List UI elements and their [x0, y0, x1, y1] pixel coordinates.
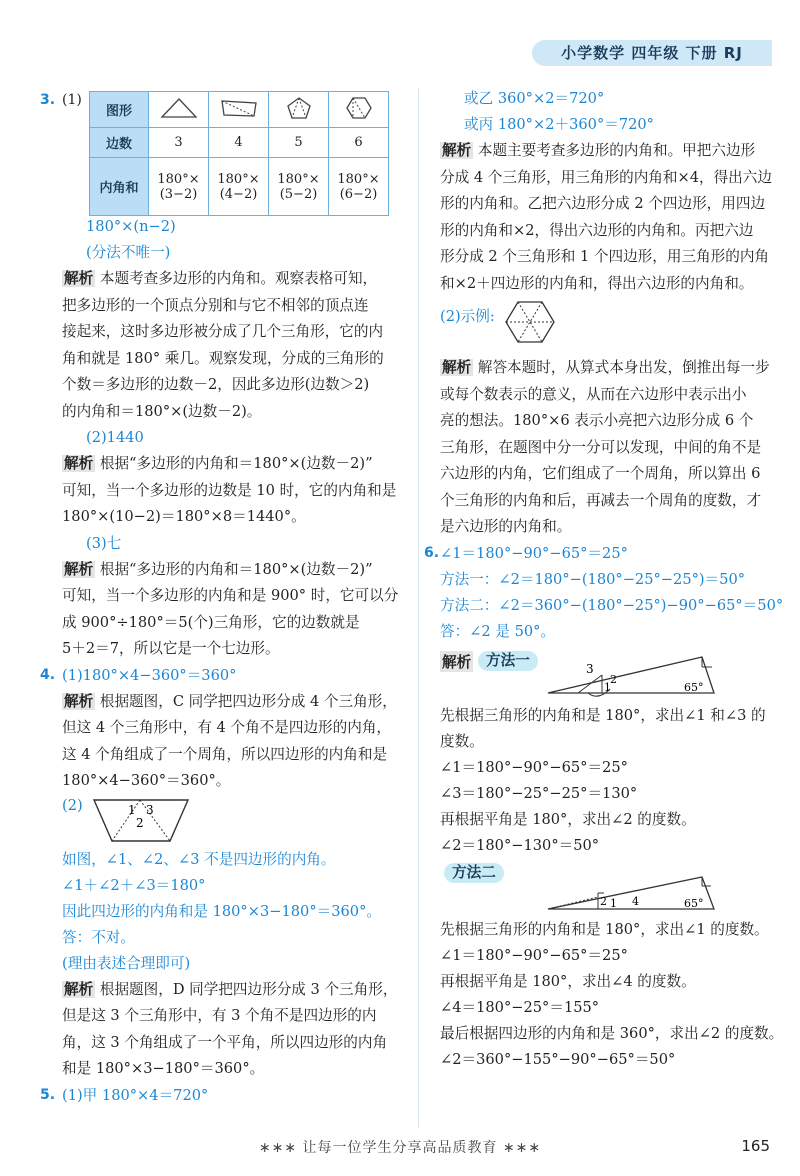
analysis-label: 解析: [64, 270, 94, 287]
method2-line: ∠1＝180°−90°−65°＝25°: [440, 946, 628, 964]
analysis-text: 和是 180°×3−180°＝360°。: [62, 1060, 265, 1077]
analysis-text: 5＋2＝7，所以它是一个七边形。: [62, 640, 280, 657]
fig-label: 4: [632, 894, 639, 908]
analysis-text: 是六边形的内角和。: [440, 518, 572, 535]
analysis-text: 根据“多边形的内角和＝180°×(边数－2)”: [99, 560, 373, 578]
method1-line: ∠1＝180°−90°−65°＝25°: [440, 758, 628, 776]
analysis-text: 个三角形的内角和后，再减去一个周角的度数，才: [440, 491, 762, 509]
angle-sum-bottom: (4−2): [219, 186, 258, 202]
method2-line: ∠4＝180°−25°＝155°: [440, 998, 600, 1016]
analysis-text: 根据题图，D 同学把四边形分成 3 个三角形，: [99, 980, 398, 998]
q3-formula: 180°×(n−2): [86, 218, 176, 235]
q4-sub2-row: [62, 795, 402, 847]
analysis-text: 这 4 个角组成了一个周角，所以四边形的内角和是: [62, 745, 388, 763]
angle-sum-top: 180°×: [217, 171, 260, 187]
analysis-text: 解答本题时，从算式本身出发，倒推出每一步: [477, 359, 770, 376]
analysis-text: 可知，当一个多边形的边数是 10 时，它的内角和是: [62, 481, 397, 499]
analysis-text: 或每个数表示的意义，从而在六边形中表示出小: [440, 385, 747, 403]
q4-answer-line: 答：不对。: [62, 928, 135, 946]
row-label-shape: 图形: [90, 92, 149, 128]
analysis-label: 解析: [64, 980, 94, 998]
hexagon-figure: [504, 299, 556, 345]
fig-label: 3: [146, 802, 154, 817]
angle-sum-cell: [149, 158, 209, 216]
right-column: [424, 86, 784, 1073]
q3-sub3: (3)七: [86, 534, 122, 552]
fig-label: 1: [610, 896, 617, 910]
angle-sum-bottom: (3−2): [159, 186, 198, 202]
analysis-text: 个数＝多边形的边数－2，因此多边形(边数＞2): [62, 376, 370, 393]
q3-number: 3.: [40, 92, 56, 108]
analysis-text: 根据题图，C 同学把四边形分成 4 个三角形，: [99, 692, 397, 710]
q3-sub2: (2)1440: [86, 429, 144, 446]
q4-block: [40, 663, 402, 689]
analysis-text: 的内角和＝180°×(边数－2)。: [62, 402, 262, 420]
q4-answer-line: 如图，∠1、∠2、∠3 不是四边形的内角。: [62, 850, 336, 868]
fig-label: 2: [136, 815, 144, 830]
q4-sub1: (1)180°×4−360°＝360°: [62, 666, 237, 684]
q6-line: 方法一：∠2＝180°−(180°−25°−25°)＝50°: [440, 570, 746, 588]
analysis-text: 六边形的内角，它们组成了一个周角，所以算出 6: [440, 465, 761, 482]
method2-line: 先根据三角形的内角和是 180°，求出∠1 的度数。: [440, 920, 769, 938]
q4-answer-line: 因此四边形的内角和是 180°×3−180°＝360°。: [62, 902, 381, 920]
q6-method1-row: [440, 649, 776, 703]
q5-line1: (1)甲 180°×4＝720°: [62, 1086, 209, 1104]
triangle-icon: [149, 92, 209, 128]
q6-line: ∠1＝180°−90°−65°＝25°: [440, 544, 628, 562]
sides-cell: 3: [149, 128, 209, 158]
analysis-text: 180°×(10−2)＝180°×8＝1440°。: [62, 508, 306, 525]
fig-label: 3: [586, 661, 594, 676]
q3-analysis3: [62, 557, 402, 663]
angle-sum-top: 180°×: [277, 171, 320, 187]
method1-line: ∠2＝180°−130°＝50°: [440, 836, 600, 854]
q5-number: 5.: [40, 1086, 56, 1103]
banner-text: 小学数学 四年级 下册 RJ: [561, 44, 743, 62]
q5-line2: 或乙 360°×2＝720°: [464, 90, 605, 107]
q4-analysis2: [62, 977, 402, 1083]
q6-block: [424, 541, 776, 567]
polygon-table: [89, 91, 389, 216]
q3-sub1: (1): [62, 92, 82, 108]
q4-sub2: (2): [62, 796, 83, 814]
fig-label: 65°: [684, 896, 704, 910]
q6-line: 方法二：∠2＝360°−(180°−25°)−90°−65°＝50°: [440, 596, 784, 614]
angle-sum-top: 180°×: [157, 171, 200, 187]
analysis-text: 接起来，这时多边形被分成了几个三角形，它的内: [62, 323, 384, 340]
analysis-text: 亮的想法。180°×6 表示小亮把六边形分成 6 个: [440, 412, 754, 429]
analysis-text: 把多边形的一个顶点分别和与它不相邻的顶点连: [62, 296, 369, 314]
analysis-label: 解析: [64, 692, 94, 710]
method1-badge: 方法一: [478, 651, 538, 671]
method2-line: 再根据平角是 180°，求出∠4 的度数。: [440, 972, 696, 990]
analysis-text: 形的内角和×2，得出六边形的内角和。丙把六边: [440, 221, 754, 239]
analysis-text: 形分成 2 个三角形和 1 个四边形，用三角形的内角: [440, 248, 770, 265]
fig-label: 1: [604, 680, 611, 694]
sides-cell: 6: [329, 128, 389, 158]
triangle-figure-1: [544, 653, 722, 701]
q6-line: 答：∠2 是 50°。: [440, 622, 556, 640]
analysis-text: 成 900°÷180°＝5(个)三角形，它的边数就是: [62, 613, 360, 631]
pentagon-icon: [269, 92, 329, 128]
q3-analysis1: [62, 266, 402, 425]
q4-answer-line: (理由表述合理即可): [62, 954, 191, 972]
header-banner: [532, 40, 772, 66]
q6-method2-row: [440, 859, 776, 917]
column-divider: [418, 88, 419, 1128]
method2-badge: 方法二: [444, 863, 504, 883]
analysis-label: 解析: [64, 560, 94, 578]
q5-line3: 或丙 180°×2＋360°＝720°: [464, 116, 654, 133]
analysis-text: 但这 4 个三角形中，有 4 个角不是四边形的内角，: [62, 719, 392, 736]
q6-number: 6.: [424, 544, 440, 561]
method2-line: ∠2＝360°−155°−90°−65°＝50°: [440, 1050, 676, 1068]
analysis-text: 本题主要考查多边形的内角和。甲把六边形: [477, 142, 756, 159]
analysis-label: 解析: [442, 142, 472, 159]
method1-line: 先根据三角形的内角和是 180°，求出∠1 和∠3 的: [440, 706, 766, 724]
method2-line: 最后根据四边形的内角和是 360°，求出∠2 的度数。: [440, 1024, 784, 1042]
fig-label: 1: [128, 802, 136, 817]
analysis-text: 和×2＋四边形的内角和，得出六边形的内角和。: [440, 274, 754, 292]
q5-analysis2: [440, 355, 776, 541]
angle-sum-cell: [269, 158, 329, 216]
hexagon-icon: [329, 92, 389, 128]
q3-analysis2: [62, 451, 402, 531]
analysis-text: 根据“多边形的内角和＝180°×(边数－2)”: [99, 455, 373, 472]
fig-label: 65°: [684, 680, 704, 694]
row-label-angle-sum: 内角和: [90, 158, 149, 216]
analysis-text: 可知，当一个多边形的内角和是 900° 时，它可以分: [62, 587, 399, 604]
q5-sub2: (2)示例:: [440, 308, 495, 325]
analysis-text: 角，这 3 个角组成了一个平角，所以四边形的内角: [62, 1033, 388, 1051]
method1-line: 度数。: [440, 732, 484, 750]
q5-analysis1: [440, 138, 776, 297]
analysis-label: 解析: [442, 359, 472, 376]
analysis-label: 解析: [440, 651, 473, 672]
triangle-figure-2: [544, 873, 722, 917]
sides-cell: 4: [209, 128, 269, 158]
footer-slogan: ∗∗∗ 让每一位学生分享高品质教育 ∗∗∗: [258, 1140, 542, 1156]
angle-sum-cell: [329, 158, 389, 216]
method1-line: 再根据平角是 180°，求出∠2 的度数。: [440, 810, 696, 828]
sides-cell: 5: [269, 128, 329, 158]
q5-sub2-row: [440, 299, 776, 349]
angle-sum-bottom: (6−2): [339, 186, 378, 202]
row-label-sides: 边数: [90, 128, 149, 158]
angle-sum-bottom: (5−2): [279, 186, 318, 202]
q4-number: 4.: [40, 666, 56, 683]
page-number: 165: [741, 1137, 770, 1155]
method1-line: ∠3＝180°−25°−25°＝130°: [440, 784, 638, 802]
left-column: [40, 214, 402, 1109]
angle-sum-cell: [209, 158, 269, 216]
fig-label: 2: [610, 672, 617, 686]
analysis-text: 角和就是 180° 乘几。观察发现，分成的三角形的: [62, 349, 384, 367]
q4-answer-line: ∠1＋∠2＋∠3＝180°: [62, 876, 206, 894]
analysis-text: 分成 4 个三角形，用三角形的内角和×4，得出六边: [440, 168, 772, 186]
quadrilateral-icon: [209, 92, 269, 128]
analysis-text: 180°×4−360°＝360°。: [62, 772, 231, 789]
fig-label: 2: [600, 894, 607, 908]
analysis-text: 形的内角和。乙把六边形分成 2 个四边形，用四边: [440, 195, 766, 212]
q5-block: [40, 1083, 402, 1109]
analysis-text: 三角形，在题图中分一分可以发现，中间的角不是: [440, 438, 762, 456]
analysis-text: 本题考查多边形的内角和。观察表格可知，: [99, 270, 378, 287]
analysis-text: 但是这 3 个三角形中，有 3 个角不是四边形的内: [62, 1007, 377, 1024]
q4-analysis1: [62, 689, 402, 795]
q3-note: (分法不唯一): [86, 244, 171, 261]
analysis-label: 解析: [64, 455, 94, 472]
angle-sum-top: 180°×: [337, 171, 380, 187]
trapezoid-figure: [92, 797, 192, 845]
